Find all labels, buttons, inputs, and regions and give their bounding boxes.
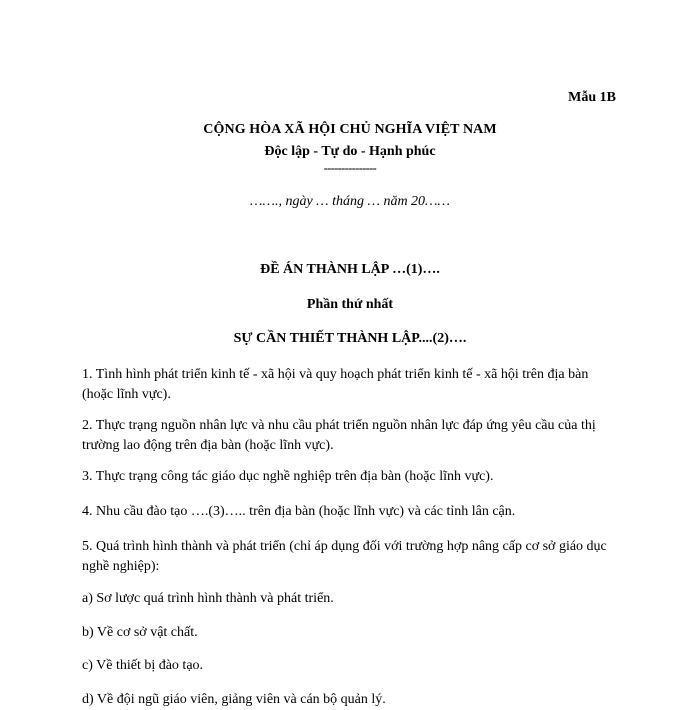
- part-title: Phần thứ nhất: [306, 297, 394, 312]
- heading-divider: ---------------: [323, 161, 377, 175]
- list-item: 1. Tình hình phát triển kinh tế - xã hội và quy hoạch phát triển kinh tế - xã hội trên địa bàn (hoặc lĩnh vực).: [82, 367, 589, 402]
- sub-item: d) Về đội ngũ giáo viên, giảng viên và cán bộ quản lý.: [82, 692, 386, 707]
- list-item: 2. Thực trạng nguồn nhân lực và nhu cầu phát triển nguồn nhân lực đáp ứng yêu cầu của thị trường lao động trên địa bàn (hoặc lĩnh vực).: [82, 418, 596, 453]
- list-item: 4. Nhu cầu đào tạo ….(3)….. trên địa bàn (hoặc lĩnh vực) và các tỉnh lân cận.: [82, 504, 516, 519]
- list-item: 3. Thực trạng công tác giáo dục nghề nghiệp trên địa bàn (hoặc lĩnh vực).: [82, 469, 494, 484]
- form-code: Mẫu 1B: [568, 90, 616, 105]
- sub-item: c) Về thiết bị đào tạo.: [82, 658, 204, 673]
- sub-item: a) Sơ lược quá trình hình thành và phát triển.: [82, 591, 334, 606]
- nation-heading: CỘNG HÒA XÃ HỘI CHỦ NGHĨA VIỆT NAM: [203, 122, 497, 137]
- list-item: 5. Quá trình hình thành và phát triển (chỉ áp dụng đối với trường hợp nâng cấp cơ sở giáo dục nghề nghiệp):: [82, 539, 607, 574]
- motto-heading: Độc lập - Tự do - Hạnh phúc: [264, 144, 436, 159]
- date-line: ……., ngày … tháng … năm 20……: [250, 194, 450, 209]
- sub-item: b) Về cơ sở vật chất.: [82, 625, 198, 640]
- proposal-title: ĐỀ ÁN THÀNH LẬP …(1)….: [260, 262, 440, 277]
- section-title: SỰ CẦN THIẾT THÀNH LẬP....(2)….: [233, 331, 467, 346]
